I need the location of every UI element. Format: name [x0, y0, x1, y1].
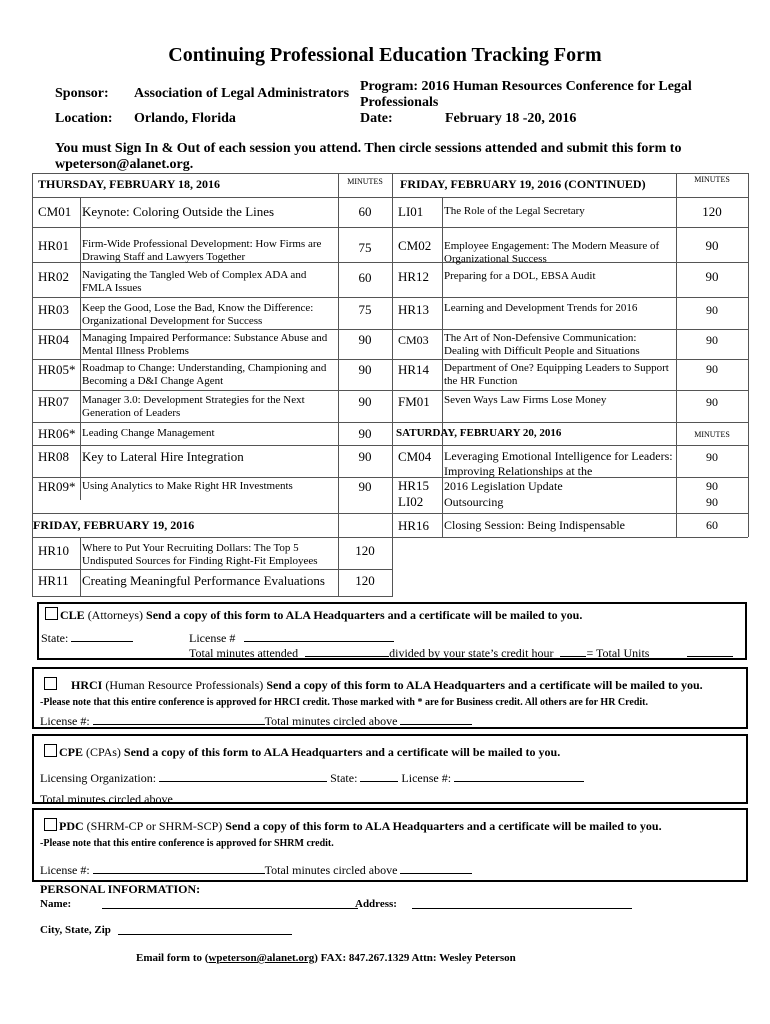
- cpe-total-label: Total minutes circled above: [40, 792, 173, 806]
- session-minutes: 75: [358, 302, 372, 317]
- cle-total-field[interactable]: [305, 644, 389, 657]
- hrci-license-label: License #:: [40, 714, 90, 728]
- session-minutes: 90: [358, 332, 372, 347]
- row-divider: [32, 596, 392, 597]
- cle-state-label: State:: [41, 631, 69, 645]
- pdc-total-label: Total minutes circled above: [264, 863, 398, 877]
- sponsor-label: Sponsor:: [55, 86, 109, 101]
- table-right-border: [748, 173, 749, 537]
- session-title: Learning and Development Trends for 2016: [444, 302, 638, 314]
- session-code: FM01: [398, 394, 430, 409]
- pdc-note: -Please note that this entire conference is approved for SHRM credit.: [40, 838, 334, 849]
- cle-units-label: = Total Units: [586, 646, 650, 660]
- pdc-checkbox[interactable]: [44, 818, 57, 831]
- city-state-zip-label: City, State, Zip: [40, 924, 111, 936]
- session-minutes: 60: [358, 204, 372, 219]
- session-title: Leveraging Emotional Intelligence for Leaders: Improving Relationships at the: [444, 449, 673, 478]
- session-code: CM04: [398, 449, 432, 464]
- instruction-line-1: You must Sign In & Out of each session you attend. Then circle sessions attended and submit this form to: [55, 141, 682, 156]
- footer-contact: [136, 952, 516, 964]
- cle-state-field[interactable]: [71, 629, 133, 642]
- session-code: CM03: [398, 333, 429, 347]
- cpe-state-field[interactable]: [360, 769, 398, 782]
- name-label: Name:: [40, 898, 72, 910]
- row-divider: [32, 422, 748, 423]
- session-title: Preparing for a DOL, EBSA Audit: [444, 270, 596, 282]
- session-minutes: 90: [706, 395, 718, 409]
- thursday-heading: THURSDAY, FEBRUARY 18, 2016: [38, 177, 220, 191]
- hrci-total-field[interactable]: [400, 712, 472, 725]
- date-value: February 18 -20, 2016: [445, 111, 577, 126]
- session-minutes: 90: [706, 333, 718, 347]
- hrci-label: HRCI: [71, 678, 103, 692]
- pdc-label: PDC: [59, 819, 84, 833]
- cle-units-field[interactable]: [687, 644, 733, 657]
- session-title: Key to Lateral Hire Integration: [82, 449, 244, 464]
- row-divider: [32, 297, 748, 298]
- cle-label: CLE: [60, 608, 85, 622]
- page-title: Continuing Professional Education Tracking Form: [168, 44, 602, 66]
- session-title: Navigating the Tangled Web of Complex ADA and FMLA Issues: [82, 269, 307, 294]
- date-label: Date:: [360, 111, 393, 126]
- session-minutes: 90: [358, 449, 372, 464]
- session-code: HR10: [38, 543, 70, 558]
- cpe-license-label: License #:: [401, 771, 452, 785]
- session-minutes: 90: [706, 495, 718, 509]
- right-code-divider: [442, 197, 443, 537]
- cle-section: [37, 602, 747, 660]
- table-left-border: [32, 173, 33, 597]
- minutes-column-header: MINUTES: [694, 175, 730, 184]
- session-minutes: 90: [358, 426, 372, 441]
- session-minutes: 90: [358, 479, 372, 494]
- session-code: CM02: [398, 238, 432, 253]
- center-divider: [392, 173, 393, 597]
- cpe-label: CPE: [59, 745, 83, 759]
- hrci-instruction: Send a copy of this form to ALA Headquarters and a certificate will be mailed to you.: [266, 678, 703, 692]
- session-title: Closing Session: Being Indispensable: [444, 518, 625, 532]
- cpe-instruction: Send a copy of this form to ALA Headquarters and a certificate will be mailed to you.: [123, 745, 561, 759]
- session-minutes: 75: [358, 240, 372, 255]
- row-divider: [32, 513, 748, 514]
- table-header-border: [32, 197, 748, 198]
- session-title: Manager 3.0: Development Strategies for the Next Generation of Leaders: [82, 394, 305, 419]
- footer-suffix: ) FAX: 847.267.1329 Attn: Wesley Peterson: [314, 952, 516, 964]
- session-code: HR04: [38, 332, 70, 347]
- session-title: Seven Ways Law Firms Lose Money: [444, 394, 607, 406]
- hrci-note: -Please note that this entire conference is approved for HRCI credit. Those marked with * are for Business credit. All others are for HR Credit.: [40, 697, 648, 708]
- footer-email-link[interactable]: wpeterson@alanet.org: [208, 952, 315, 964]
- code-column-divider: [80, 197, 81, 500]
- session-minutes: 90: [358, 362, 372, 377]
- cpe-org-field[interactable]: [159, 769, 327, 782]
- cpe-state-label: State:: [330, 771, 358, 785]
- session-title: The Role of the Legal Secretary: [444, 205, 585, 217]
- session-minutes: 120: [702, 204, 722, 219]
- session-code: HR15: [398, 478, 430, 493]
- cpe-checkbox[interactable]: [44, 744, 57, 757]
- friday-continued-heading: FRIDAY, FEBRUARY 19, 2016 (CONTINUED): [400, 177, 646, 191]
- hrci-license-field[interactable]: [93, 712, 265, 725]
- session-code: HR03: [38, 302, 70, 317]
- session-code: LI02: [398, 494, 424, 509]
- cle-credit-hour-field[interactable]: [560, 644, 586, 657]
- session-minutes: 60: [358, 270, 372, 285]
- session-title: Department of One? Equipping Leaders to Support the HR Function: [444, 362, 669, 387]
- pdc-paren: (SHRM-CP or SHRM-SCP): [83, 819, 226, 833]
- sponsor-value: Association of Legal Administrators: [134, 86, 350, 101]
- session-minutes: 120: [355, 543, 375, 558]
- address-field[interactable]: [412, 896, 632, 909]
- program-text-2: Professionals: [360, 95, 439, 110]
- session-code: CM01: [38, 204, 72, 219]
- session-minutes: 90: [706, 450, 718, 464]
- session-code: HR07: [38, 394, 70, 409]
- location-value: Orlando, Florida: [134, 111, 236, 126]
- instruction-line-2: wpeterson@alanet.org.: [55, 157, 194, 172]
- table-top-border: [32, 173, 748, 174]
- row-divider: [32, 445, 748, 446]
- cle-checkbox[interactable]: [45, 607, 58, 620]
- session-minutes: 90: [705, 269, 719, 284]
- row-divider: [32, 359, 748, 360]
- cle-instruction: Send a copy of this form to ALA Headquarters and a certificate will be mailed to you.: [146, 608, 583, 622]
- cle-divided-label: divided by your state’s credit hour: [389, 646, 554, 660]
- friday-heading: FRIDAY, FEBRUARY 19, 2016: [33, 518, 195, 532]
- code-column-divider-2: [80, 537, 81, 597]
- session-code: LI01: [398, 204, 424, 219]
- session-code: HR01: [38, 238, 70, 253]
- session-title: Keynote: Coloring Outside the Lines: [82, 204, 275, 219]
- pdc-license-label: License #:: [40, 863, 90, 877]
- session-code: HR13: [398, 302, 430, 317]
- session-code: HR06*: [38, 426, 76, 441]
- cpe-license-field[interactable]: [454, 769, 584, 782]
- session-title: Where to Put Your Recruiting Dollars: The Top 5 Undisputed Sources for Finding Right-Fit Employees: [82, 542, 318, 567]
- session-title: Managing Impaired Performance: Substance Abuse and Mental Illness Problems: [82, 332, 328, 357]
- session-code: HR16: [398, 518, 430, 533]
- location-label: Location:: [55, 111, 113, 126]
- hrci-paren: (Human Resource Professionals): [102, 678, 267, 692]
- session-minutes: 90: [706, 479, 718, 493]
- cle-paren: (Attorneys): [84, 608, 147, 622]
- city-state-zip-field[interactable]: [118, 922, 292, 935]
- session-minutes: 90: [705, 238, 719, 253]
- session-title: Outsourcing: [444, 495, 504, 509]
- session-title: Employee Engagement: The Modern Measure of Organizational Success: [444, 240, 660, 265]
- cle-total-label: Total minutes attended: [189, 646, 299, 660]
- cpe-org-label: Licensing Organization:: [40, 771, 157, 785]
- row-divider: [32, 537, 748, 538]
- footer-prefix: Email form to (: [136, 952, 209, 964]
- session-title: 2016 Legislation Update: [444, 479, 563, 493]
- session-title: Roadmap to Change: Understanding, Championing and Becoming a D&I Change Agent: [82, 362, 327, 387]
- session-code: HR05*: [38, 362, 76, 377]
- session-title: Creating Meaningful Performance Evaluations: [82, 573, 325, 588]
- hrci-section: [32, 667, 748, 729]
- cpe-section: [32, 734, 748, 804]
- cpe-total-field[interactable]: [176, 790, 264, 803]
- hrci-checkbox[interactable]: [44, 677, 57, 690]
- cle-license-field[interactable]: [244, 629, 394, 642]
- row-divider: [32, 569, 392, 570]
- session-code: HR11: [38, 573, 69, 588]
- pdc-license-field[interactable]: [93, 861, 265, 874]
- session-minutes: 90: [358, 394, 372, 409]
- pdc-total-field[interactable]: [400, 861, 472, 874]
- session-title: The Art of Non-Defensive Communication: Dealing with Difficult People and Situations: [444, 332, 640, 357]
- session-minutes: 120: [355, 573, 375, 588]
- session-code: HR02: [38, 269, 70, 284]
- session-minutes: 90: [706, 303, 718, 317]
- session-title: Using Analytics to Make Right HR Investments: [82, 480, 293, 492]
- saturday-heading: SATURDAY, FEBRUARY 20, 2016: [396, 427, 562, 439]
- hrci-total-label: Total minutes circled above: [264, 714, 398, 728]
- cle-license-label: License #: [189, 631, 236, 645]
- row-divider: [32, 390, 748, 391]
- session-title: Keep the Good, Lose the Bad, Know the Difference: Organizational Development for Success: [82, 302, 314, 327]
- session-minutes: 90: [706, 362, 718, 376]
- session-title: Leading Change Management: [82, 427, 215, 439]
- session-code: HR12: [398, 269, 430, 284]
- minutes-column-divider: [338, 173, 339, 597]
- session-code: HR09*: [38, 479, 76, 494]
- cpe-paren: (CPAs): [83, 745, 124, 759]
- pdc-section: [32, 808, 748, 882]
- name-field[interactable]: [102, 896, 358, 909]
- program-text: Program: 2016 Human Resources Conference for Legal: [360, 79, 692, 94]
- pdc-instruction: Send a copy of this form to ALA Headquarters and a certificate will be mailed to you.: [225, 819, 662, 833]
- session-code: HR08: [38, 449, 70, 464]
- session-code: HR14: [398, 362, 430, 377]
- address-label: Address:: [355, 898, 397, 910]
- session-title: Firm-Wide Professional Development: How Firms are Drawing Staff and Lawyers Together: [82, 238, 322, 263]
- minutes-column-header: MINUTES: [694, 430, 730, 439]
- session-minutes: 60: [706, 518, 718, 532]
- personal-info-heading: PERSONAL INFORMATION:: [40, 882, 201, 896]
- row-divider: [32, 227, 748, 228]
- row-divider: [32, 329, 748, 330]
- minutes-column-header: MINUTES: [347, 177, 383, 186]
